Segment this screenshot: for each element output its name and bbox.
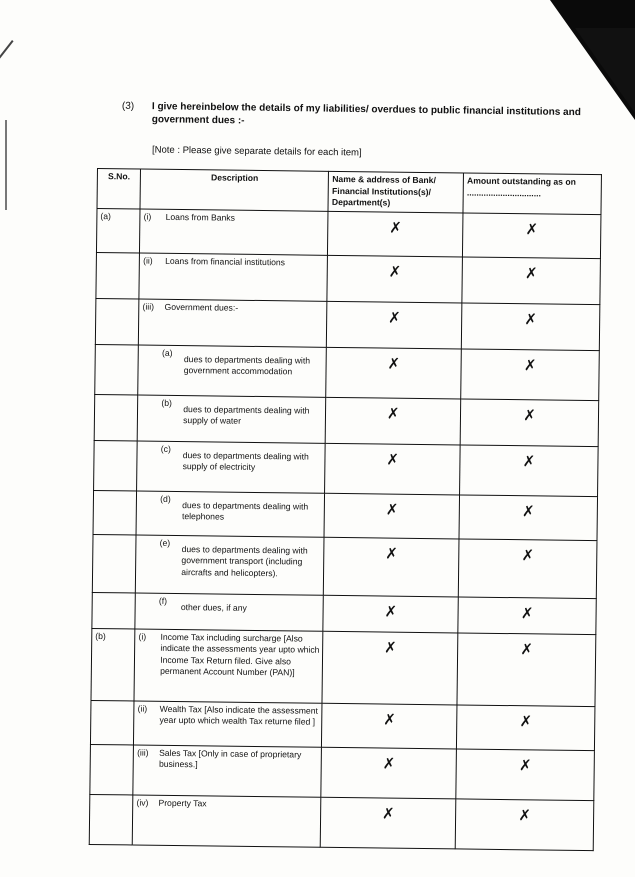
row-item-number: (i) [143, 211, 152, 222]
cross-mark-icon: ✗ [386, 404, 400, 423]
cross-mark-icon: ✗ [523, 405, 536, 424]
row-sno [89, 794, 133, 845]
section-heading [121, 100, 592, 127]
row-name-cell [321, 747, 456, 799]
row-name-cell [322, 703, 457, 749]
table-row [90, 744, 595, 800]
table-row [89, 794, 594, 850]
row-name-cell [327, 301, 462, 349]
row-description: dues to departments dealing with telephones [181, 499, 309, 522]
cross-mark-icon: ✗ [518, 755, 532, 774]
row-description: dues to departments dealing with government accommodation [183, 353, 311, 377]
row-description-cell [136, 491, 325, 537]
row-description-cell [140, 209, 329, 255]
row-sno [90, 744, 134, 795]
table-row [95, 298, 600, 350]
cross-mark-icon: ✗ [522, 501, 535, 520]
table-row [92, 592, 596, 634]
cross-mark-icon: ✗ [523, 355, 537, 374]
cross-mark-icon: ✗ [383, 710, 396, 729]
row-amount-cell [460, 398, 598, 446]
table-body [89, 208, 601, 850]
row-description-cell [135, 593, 324, 631]
scan-dark-corner-inner [575, 28, 635, 113]
cross-mark-icon: ✗ [524, 263, 538, 282]
row-description: dues to departments dealing with government transport (including aircrafts and helicopters). [181, 543, 308, 578]
table-row [95, 344, 600, 400]
cross-mark-icon: ✗ [520, 603, 534, 622]
row-name-cell [328, 211, 463, 257]
cross-mark-icon: ✗ [518, 805, 532, 824]
row-description: Income Tax including surcharge [Also indicate the assessments year upto which Income Tax Return filed. Give also permanent Account Number (PAN)] [160, 631, 320, 678]
row-name-cell [322, 631, 458, 705]
liabilities-table [89, 168, 602, 851]
row-description-cell [139, 299, 328, 347]
row-item-number: (ii) [143, 255, 153, 266]
header-name-address: Name & address of Bank/ Financial Institutions(s)/ Department(s) [328, 171, 463, 212]
row-subitem-letter: (d) [160, 493, 171, 504]
cross-mark-icon: ✗ [385, 544, 398, 563]
row-description: dues to departments dealing with supply of water [183, 403, 310, 426]
row-sno [94, 394, 138, 441]
row-name-cell [324, 493, 459, 539]
row-amount-cell [462, 256, 600, 304]
section-heading-text: I give hereinbelow the details of my liabilities/ overdues to public financial institutions and government dues :- [151, 101, 581, 127]
row-item-number: (i) [138, 631, 147, 642]
row-name-cell [324, 537, 459, 597]
row-name-cell [323, 595, 458, 633]
row-sno [95, 344, 139, 395]
scan-edge-mark [5, 120, 7, 210]
row-description-cell [137, 395, 326, 443]
row-description-cell [132, 794, 321, 846]
row-description: Loans from financial institutions [165, 255, 286, 267]
cross-mark-icon: ✗ [385, 500, 399, 519]
cross-mark-icon: ✗ [388, 262, 402, 281]
row-subitem-letter: (b) [161, 397, 172, 408]
row-sno: (b) [91, 628, 135, 701]
row-amount-cell [457, 704, 595, 750]
cross-mark-icon: ✗ [381, 804, 395, 823]
row-item-number: (ii) [137, 703, 148, 714]
row-description-cell [133, 744, 322, 796]
row-subitem-letter: (c) [160, 443, 171, 454]
row-name-cell [326, 397, 461, 445]
cross-mark-icon: ✗ [522, 451, 536, 470]
table-row [94, 394, 599, 446]
table-row [92, 534, 597, 598]
row-amount-cell [458, 538, 597, 598]
cross-mark-icon: ✗ [520, 639, 534, 658]
row-item-number: (iv) [136, 797, 149, 808]
row-description-cell [137, 441, 326, 493]
row-amount-cell [458, 596, 596, 634]
instruction-note: [Note : Please give separate details for each item] [151, 144, 362, 159]
row-subitem-letter: (e) [159, 537, 171, 548]
cross-mark-icon: ✗ [386, 450, 400, 469]
table-row [96, 208, 600, 258]
row-description-cell [139, 253, 328, 301]
row-description-cell [136, 535, 325, 595]
cross-mark-icon: ✗ [382, 754, 396, 773]
cross-mark-icon: ✗ [525, 219, 539, 238]
row-description-cell [134, 700, 323, 746]
cross-mark-icon: ✗ [389, 218, 402, 237]
header-sno: S.No. [97, 169, 141, 209]
cross-mark-icon: ✗ [524, 309, 538, 328]
row-name-cell [326, 347, 461, 399]
row-sno [92, 534, 136, 593]
section-number: (3) [121, 100, 135, 112]
table-row [90, 700, 594, 750]
row-sno [93, 490, 137, 535]
row-sno [94, 440, 138, 491]
cross-mark-icon: ✗ [388, 308, 401, 327]
row-description: dues to departments dealing with supply of electricity [182, 449, 309, 472]
table-row [93, 490, 597, 540]
row-amount-cell [459, 494, 597, 540]
row-subitem-letter: (f) [158, 595, 168, 606]
row-sno [92, 592, 136, 629]
table-row [96, 252, 601, 304]
cross-mark-icon: ✗ [521, 545, 535, 564]
table-header-row [97, 169, 601, 215]
row-description-cell [138, 345, 327, 397]
row-amount-cell [461, 348, 599, 400]
row-description: Loans from Banks [165, 211, 235, 223]
cross-mark-icon: ✗ [384, 638, 397, 657]
row-item-number: (iii) [142, 301, 155, 312]
row-description: Wealth Tax [Also indicate the assessment year upto which wealth Tax returne filed ] [159, 703, 318, 727]
row-name-cell [325, 443, 460, 495]
row-amount-cell [463, 212, 601, 258]
row-sno [95, 298, 139, 345]
table-row [94, 440, 599, 496]
row-description: Sales Tax [Only in case of proprietary business.] [158, 747, 302, 770]
row-name-cell [321, 797, 456, 849]
row-sno: (a) [96, 208, 140, 253]
cross-mark-icon: ✗ [384, 602, 398, 621]
header-amount: Amount outstanding as on ............................... [463, 173, 601, 214]
row-description-cell [134, 629, 323, 703]
row-amount-cell [461, 302, 599, 350]
scan-scratch-mark [0, 40, 14, 116]
header-description: Description [140, 169, 329, 211]
row-name-cell [327, 255, 462, 303]
row-description: Government dues:- [164, 301, 239, 313]
row-amount-cell [460, 444, 598, 496]
row-subitem-letter: (a) [161, 347, 173, 358]
row-amount-cell [457, 632, 596, 706]
table-row [91, 628, 596, 706]
row-description: Property Tax [158, 797, 207, 808]
row-amount-cell [456, 748, 594, 800]
cross-mark-icon: ✗ [387, 354, 401, 373]
cross-mark-icon: ✗ [519, 711, 533, 730]
row-sno [96, 252, 140, 299]
row-amount-cell [455, 798, 593, 850]
row-sno [90, 700, 134, 745]
row-item-number: (iii) [137, 747, 149, 758]
row-description: other dues, if any [180, 601, 247, 613]
